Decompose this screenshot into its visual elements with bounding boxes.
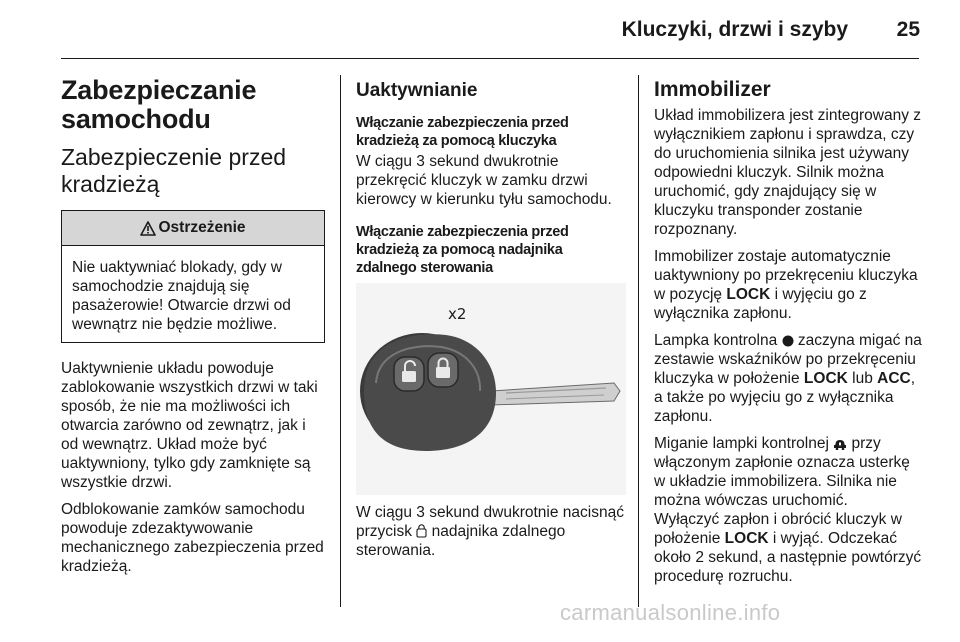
warning-header xyxy=(62,211,324,246)
paragraph: W ciągu 3 sekund dwukrotnie przekręcić kluczyk w zamku drzwi kierowcy w kierunku tyłu samochodu. xyxy=(356,153,612,208)
paragraph: W ciągu 3 sekund dwukrotnie nacisnąć przycisk nadajnika zdalnego sterowania. xyxy=(356,504,624,559)
watermark: carmanualsonline.info xyxy=(560,600,781,625)
unlock-button-icon xyxy=(394,357,424,391)
section-heading: Zabezpieczanie samochodu xyxy=(61,75,257,134)
paragraph: Wyłączyć zapłon i obrócić kluczyk w położenie LOCK i wyjąć. Odczekać około 2 sekund, a następnie powtórzyć procedurę rozruchu. xyxy=(654,511,922,585)
subheading-remote: Włączanie zabezpieczenia przed kradzieżą za pomocą nadajnika zdalnego sterowania xyxy=(356,224,569,276)
header-rule xyxy=(61,58,919,59)
remote-key-illustration xyxy=(356,283,626,495)
column-1 xyxy=(61,70,326,584)
warning-title: Ostrzeżenie xyxy=(158,219,246,236)
remote-key-figure xyxy=(356,283,626,495)
paragraph: Uaktywnienie układu powoduje zablokowanie wszystkich drzwi w taki sposób, że nie ma możliwości ich otwarcia zarówno od zewnątrz, jak i od wewnątrz. Układ może być uaktywniony, tylko gdy zamknięte są wszystkie drzwi. xyxy=(61,360,318,491)
column-3 xyxy=(654,70,924,594)
lock-button-icon xyxy=(428,353,458,387)
page-number: 25 xyxy=(896,18,920,41)
section-heading: Immobilizer xyxy=(654,78,771,101)
figure-label: x2 xyxy=(448,305,467,323)
column-divider xyxy=(638,75,639,607)
paragraph: Odblokowanie zamków samochodu powoduje zdezaktywowanie mechanicznego zabezpieczenia przed kradzieżą. xyxy=(61,501,324,575)
warning-triangle-icon xyxy=(140,221,156,236)
paragraph: Układ immobilizera jest zintegrowany z wyłącznikiem zapłonu i sprawdza, czy do uruchomienia silnika jest używany odpowiedni kluczyk. Silnik można uruchomić, gdy znajdujący się w kluczyku transponder zostanie rozpoznany. xyxy=(654,107,922,238)
indicator-dot-icon xyxy=(782,335,794,347)
lock-icon xyxy=(416,524,427,538)
column-divider xyxy=(340,75,341,607)
page-header-title: Kluczyki, drzwi i szyby xyxy=(621,18,848,41)
column-2 xyxy=(356,70,626,568)
subsection-heading: Zabezpieczenie przed kradzieżą xyxy=(61,144,287,197)
warning-text: Nie uaktywniać blokady, gdy w samochodzie znajdują się pasażerowie! Otwarcie drzwi od wewnątrz nie będzie możliwe. xyxy=(72,259,291,333)
immobilizer-car-icon xyxy=(833,438,847,450)
subheading-key: Włączanie zabezpieczenia przed kradzieżą za pomocą kluczyka xyxy=(356,115,569,149)
paragraph: Miganie lampki kontrolnej przy włączonym zapłonie oznacza usterkę w układzie immobilizera. Silnika nie można wówczas uruchomić. xyxy=(654,435,910,509)
paragraph: Lampka kontrolna zaczyna migać na zestawie wskaźników po przekręceniu kluczyka w położenie LOCK lub ACC, a także po wyjęciu go z wyłącznika zapłonu. xyxy=(654,332,922,425)
warning-box xyxy=(61,210,325,343)
paragraph: Immobilizer zostaje automatycznie uaktywniony po przekręceniu kluczyka w pozycję LOCK i wyjęciu go z wyłącznika zapłonu. xyxy=(654,248,918,322)
warning-body xyxy=(62,246,324,342)
section-heading: Uaktywnianie xyxy=(356,80,478,101)
